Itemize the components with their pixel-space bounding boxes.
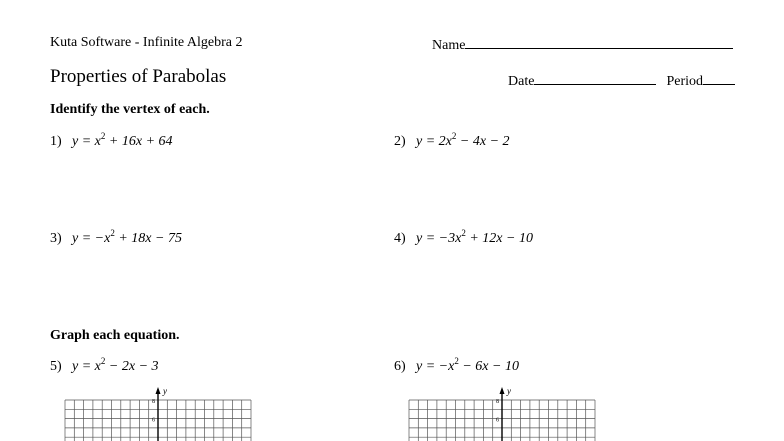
- publisher-label: Kuta Software - Infinite Algebra 2: [50, 35, 243, 50]
- problem-number: 3): [50, 231, 62, 246]
- name-line[interactable]: [465, 35, 733, 49]
- problem-number: 2): [394, 134, 406, 149]
- tick-label: 8: [496, 399, 499, 405]
- problem-number: 4): [394, 231, 406, 246]
- problem-number: 1): [50, 134, 62, 149]
- tick-label: 6: [496, 417, 499, 424]
- y-axis-arrow-icon: [500, 387, 505, 394]
- problem-equation: $y = -3x^2 + 12x - 10$: [416, 228, 533, 246]
- y-axis-arrow-icon: [156, 387, 161, 394]
- period-label: Period: [666, 74, 703, 89]
- date-line[interactable]: [534, 71, 656, 85]
- section-instruction: Graph each equation.: [50, 328, 180, 343]
- problem-equation: $y = -x^2 + 18x - 75$: [72, 228, 182, 246]
- name-label: Name: [432, 38, 466, 53]
- coordinate-grid-5[interactable]: [64, 384, 252, 441]
- y-axis-label: y: [163, 386, 167, 396]
- problem-5: [50, 356, 159, 375]
- problem-1: [50, 131, 173, 150]
- problem-4: [394, 228, 533, 247]
- section-instruction: Identify the vertex of each.: [50, 102, 210, 117]
- y-axis-label: y: [507, 386, 511, 396]
- problem-number: 6): [394, 359, 406, 374]
- date-label: Date: [508, 74, 535, 89]
- problem-equation: $y = x^2 + 16x + 64$: [72, 131, 173, 149]
- problem-3: [50, 228, 182, 247]
- tick-label: 6: [152, 417, 155, 424]
- coordinate-grid-6[interactable]: [408, 384, 596, 441]
- period-line[interactable]: [703, 71, 735, 85]
- problem-number: 5): [50, 359, 62, 374]
- problem-equation: $y = -x^2 - 6x - 10$: [416, 356, 519, 374]
- name-field[interactable]: [432, 35, 733, 54]
- date-period-fields: [508, 71, 735, 90]
- problem-equation: $y = x^2 - 2x - 3$: [72, 356, 159, 374]
- problem-6: [394, 356, 519, 375]
- worksheet-title: Properties of Parabolas: [50, 66, 227, 87]
- problem-equation: $y = 2x^2 - 4x - 2$: [416, 131, 510, 149]
- tick-label: 8: [152, 399, 155, 405]
- problem-2: [394, 131, 510, 150]
